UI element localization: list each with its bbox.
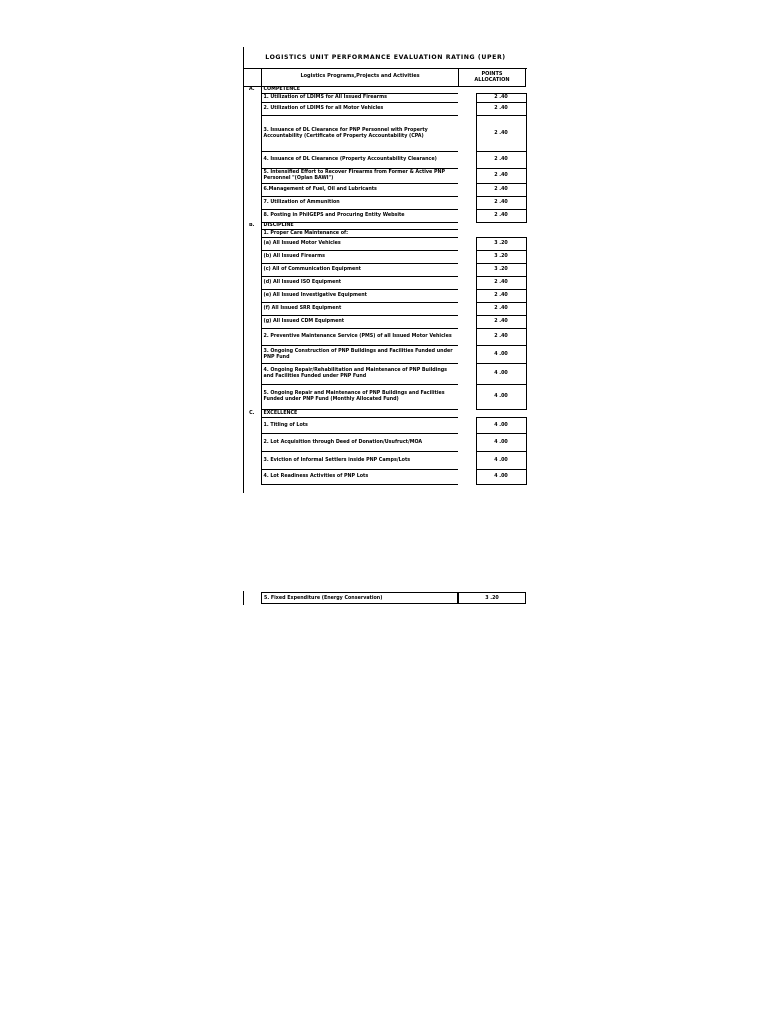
- activity-text: (d) All Issued ISO Equipment: [261, 277, 458, 290]
- points-value: 2 .40: [476, 94, 526, 103]
- section-row-discipline: [243, 223, 526, 230]
- table-row: [243, 94, 526, 103]
- points-value: 4 .00: [476, 434, 526, 452]
- points-value: 4 .00: [476, 418, 526, 434]
- points-value: 3 .20: [476, 251, 526, 264]
- table-row: [243, 303, 526, 316]
- activity-text: 6.Management of Fuel, Oil and Lubricants: [261, 184, 458, 197]
- activity-text: 8. Posting in PhilGEPS and Procuring Entity Website: [261, 210, 458, 223]
- section-name: COMPETENCE: [261, 87, 458, 94]
- section-name: DISCIPLINE: [261, 223, 458, 230]
- points-value: 3 .20: [476, 264, 526, 277]
- points-value: 2 .40: [476, 277, 526, 290]
- table-row: [243, 116, 526, 152]
- table-row: [243, 197, 526, 210]
- activity-text: 5. Ongoing Repair and Maintenance of PNP Buildings and Facilities Funded under PNP Fund (Monthly Allocated Fund): [261, 385, 458, 410]
- activity-text: 2. Preventive Maintenance Service (PMS) of all Issued Motor Vehicles: [261, 329, 458, 346]
- activity-text: 4. Ongoing Repair/Rehabilitation and Maintenance of PNP Buildings and Facilities Funded under PNP Fund: [261, 364, 458, 385]
- points-value: 2 .40: [476, 184, 526, 197]
- activity-text: (a) All Issued Motor Vehicles: [261, 238, 458, 251]
- activity-text: (g) All Issued CDM Equipment: [261, 316, 458, 329]
- activity-text: 3. Ongoing Construction of PNP Buildings and Facilities Funded under PNP Fund: [261, 346, 458, 364]
- table-row: [243, 434, 526, 452]
- points-value: 2 .40: [476, 152, 526, 169]
- evaluation-table: [243, 86, 527, 485]
- points-value: 4 .00: [476, 385, 526, 410]
- points-value: 2 .40: [476, 169, 526, 184]
- tail-row: [243, 591, 526, 605]
- table-row: [243, 418, 526, 434]
- activity-text: (f) All Issued SRR Equipment: [261, 303, 458, 316]
- activity-text: 2. Utilization of LDIMS for all Motor Vehicles: [261, 103, 458, 116]
- points-value: 3 .20: [458, 592, 526, 604]
- points-value: 4 .00: [476, 364, 526, 385]
- section-letter: C.: [249, 410, 255, 416]
- points-value: 4 .00: [476, 346, 526, 364]
- table-row: [243, 364, 526, 385]
- table-row: [243, 251, 526, 264]
- activity-text: 3. Eviction of Informal Settlers inside PNP Camps/Lots: [261, 452, 458, 470]
- table-row: [243, 238, 526, 251]
- table-row: [243, 290, 526, 303]
- table-row: [243, 230, 526, 238]
- activity-text: (c) All of Communication Equipment: [261, 264, 458, 277]
- table-row: [243, 470, 526, 485]
- activity-text: 5. Fixed Expenditure (Energy Conservation): [261, 592, 458, 604]
- table-row: [243, 346, 526, 364]
- programs-header: Logistics Programs,Projects and Activities: [261, 68, 458, 86]
- table-row: [243, 210, 526, 223]
- section-name: EXCELLENCE: [261, 410, 458, 418]
- points-value: 2 .40: [476, 116, 526, 152]
- points-value: 2 .40: [476, 316, 526, 329]
- section-row-competence: [243, 87, 526, 94]
- points-value: 3 .20: [476, 238, 526, 251]
- points-value: 2 .40: [476, 103, 526, 116]
- activity-text: 1. Proper Care Maintenance of:: [261, 230, 458, 238]
- points-value: 4 .00: [476, 470, 526, 485]
- activity-text: 1. Titling of Lots: [261, 418, 458, 434]
- activity-text: 4. Lot Readiness Activities of PNP Lots: [261, 470, 458, 485]
- points-value: 2 .40: [476, 197, 526, 210]
- table-row: [243, 329, 526, 346]
- activity-text: 1. Utilization of LDIMS for All Issued Firearms: [261, 94, 458, 103]
- activity-text: 2. Lot Acquisition through Deed of Donation/Usufruct/MOA: [261, 434, 458, 452]
- table-row: [243, 452, 526, 470]
- table-row: [243, 103, 526, 116]
- activity-text: (b) All Issued Firearms: [261, 251, 458, 264]
- table-row: [243, 385, 526, 410]
- points-value: 4 .00: [476, 452, 526, 470]
- tail-left-border: [243, 591, 244, 605]
- points-value: 2 .40: [476, 303, 526, 316]
- points-value: 2 .40: [476, 210, 526, 223]
- table-row: [243, 184, 526, 197]
- table-row: [243, 264, 526, 277]
- section-letter: A.: [248, 87, 255, 93]
- activity-text: (e) All Issued Investigative Equipment: [261, 290, 458, 303]
- activity-text: 3. Issuance of DL Clearance for PNP Personnel with Property Accountability (Certificate of Property Accountability (CPA): [261, 116, 458, 152]
- points-value: 2 .40: [476, 290, 526, 303]
- points-header: POINTS ALLOCATION: [458, 68, 526, 86]
- sheet-title: LOGISTICS UNIT PERFORMANCE EVALUATION RATING (UPER): [243, 47, 527, 69]
- table-row: [243, 316, 526, 329]
- activity-text: 7. Utilization of Ammunition: [261, 197, 458, 210]
- table-row: [243, 169, 526, 184]
- uper-sheet: [243, 47, 526, 493]
- table-row: [243, 277, 526, 290]
- activity-text: 4. Issuance of DL Clearance (Property Accountability Clearance): [261, 152, 458, 169]
- activity-text: 5. Intensified Effort to Recover Firearms from Former & Active PNP Personnel "(Oplan BAWI"): [261, 169, 458, 184]
- points-value: 2 .40: [476, 329, 526, 346]
- section-letter: B.: [249, 223, 255, 229]
- table-row: [243, 152, 526, 169]
- section-row-excellence: [243, 410, 526, 418]
